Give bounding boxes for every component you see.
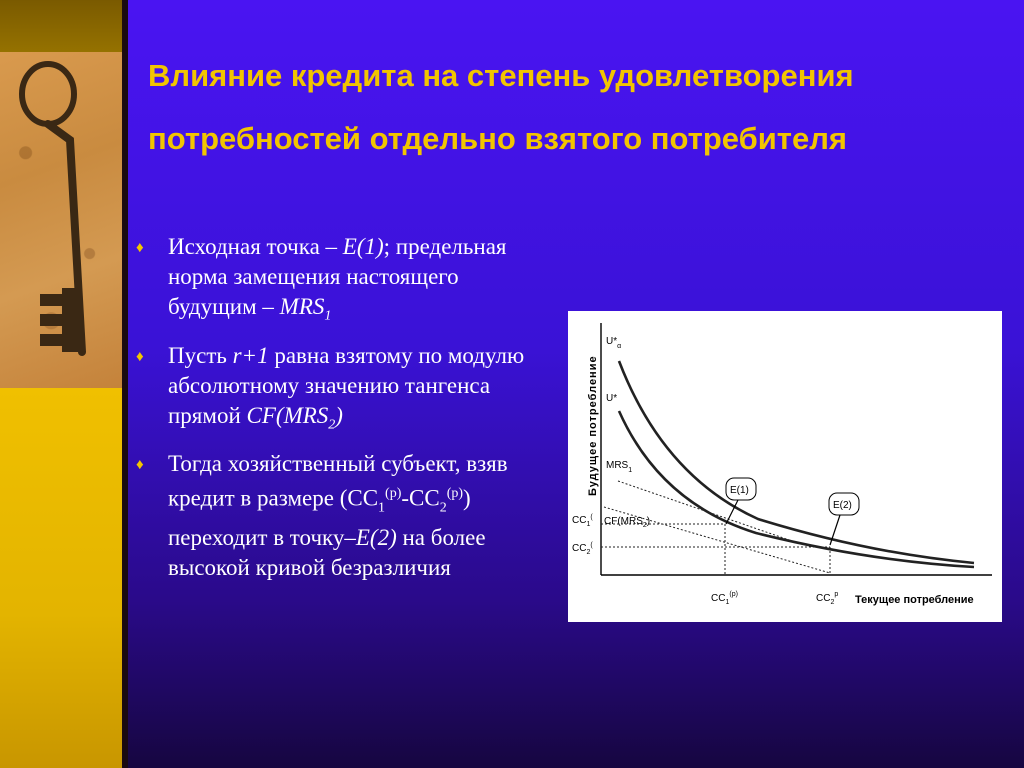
bullet-text: r+1: [232, 342, 269, 368]
bullet-text: Пусть: [168, 342, 233, 368]
e2-point-label: E(2): [833, 500, 852, 511]
indifference-curve-u: [619, 411, 974, 567]
key-photo: [0, 52, 128, 388]
bullet-text: ; предельная норма замещения настоящего будущим –: [168, 234, 507, 319]
bullet-subscript: 2: [439, 500, 447, 516]
bullet-text: равна взятому по модулю абсолютному значению тангенса прямой: [168, 342, 525, 428]
bullet-text: -CC: [401, 485, 440, 511]
bullet-item: [136, 232, 536, 332]
chart-svg: [568, 311, 1002, 622]
bullet-text: ): [335, 402, 343, 428]
bullet-item: [136, 449, 536, 583]
slide-title: [148, 44, 1008, 170]
diamond-bullet-icon: ♦: [136, 348, 144, 365]
bullet-subscript: 1: [324, 308, 332, 324]
x-axis-label: Текущее потребление: [855, 594, 974, 606]
y-axis-label: Будущее потребление: [587, 355, 599, 496]
bullet-subscript: 1: [378, 500, 386, 516]
left-divider: [122, 0, 128, 768]
bullet-text: E(1): [342, 234, 384, 259]
indifference-chart: [568, 311, 1002, 622]
curve-label-mrs1: $MRS_1$: [606, 460, 633, 474]
curve-label-u-alpha: $U*_\alpha$: [606, 336, 622, 350]
bullet-text: на более высокой кривой безразличия: [168, 525, 486, 581]
x-tick-cc2: $CC_2^p$: [816, 591, 839, 606]
indifference-curve-u-alpha: [619, 361, 974, 563]
bullet-text: ) переходит в точку–: [168, 485, 471, 551]
bullet-text: Тогда хозяйственный субъект, взяв кредит в размере (CC: [168, 451, 508, 511]
bullet-list: [136, 232, 536, 592]
y-tick-cc1: $CC_1^($: [572, 514, 593, 528]
bullet-subscript: 2: [328, 417, 336, 433]
title-line-2: потребностей отдельно взятого потребителя: [148, 121, 848, 156]
e1-point-label: E(1): [730, 485, 749, 496]
bullet-text: CF(MRS: [246, 402, 329, 428]
curve-label-u: U*: [606, 393, 618, 404]
diamond-bullet-icon: ♦: [136, 457, 144, 474]
diamond-bullet-icon: ♦: [136, 240, 144, 256]
y-tick-cc2: $CC_2^($: [572, 542, 593, 556]
key-icon: [0, 52, 128, 388]
x-tick-cc1: $CC_1^{(p)}$: [711, 591, 738, 606]
title-line-1: Влияние кредита на степень удовлетворения: [148, 58, 854, 93]
bullet-superscript: (p): [446, 486, 464, 502]
cf-line-label: $CF(MRS_2)$: [604, 516, 651, 529]
bullet-superscript: (p): [385, 486, 402, 502]
bullet-text: E(2): [355, 525, 397, 551]
bullet-item: [136, 341, 536, 441]
bullet-text: Исходная точка –: [168, 234, 343, 259]
bullet-text: MRS: [279, 294, 325, 319]
